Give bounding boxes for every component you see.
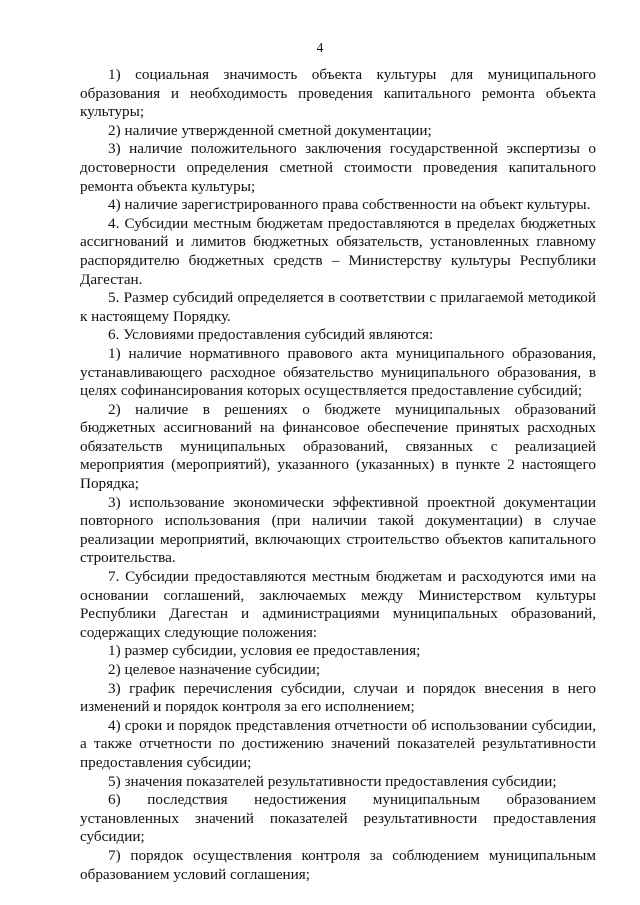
document-body [80,66,596,884]
paragraph-9: 2) наличие в решениях о бюджете муниципальных образований бюджетных ассигнований на финансовое обеспечение принятых расходных обязательств муниципальных образований, связанных с реализацией мероприятия (мероприятий), указанного (указанных) в пункте 2 настоящего Порядка; [80,400,596,493]
paragraph-3: 3) наличие положительного заключения государственной экспертизы о достоверности определения сметной стоимости проведения капитального ремонта объекта культуры; [80,140,596,195]
paragraph-4: 4) наличие зарегистрированного права собственности на объект культуры. [108,196,591,214]
paragraph-11: 7. Субсидии предоставляются местным бюджетам и расходуются ими на основании соглашений, заключаемых между Министерством культуры Республики Дагестан и администрациями муниципальных образований, содержащих следующие положения: [80,568,596,641]
paragraph-8: 1) наличие нормативного правового акта муниципального образования, устанавливающего расходное обязательство муниципального образования, в целях софинансирования которых осуществляется предоставление субсидий; [80,344,596,400]
paragraph-16: 5) значения показателей результативности предоставления субсидии; [108,772,557,790]
paragraph-18: 7) порядок осуществления контроля за соблюдением муниципальным образованием условий соглашения; [80,846,596,883]
paragraph-5: 4. Субсидии местным бюджетам предоставляются в пределах бюджетных ассигнований и лимитов бюджетных обязательств, установленных главному распорядителю бюджетных средств – Министерству культуры Республики Дагестан. [80,214,596,288]
paragraph-14: 3) график перечисления субсидии, случаи и порядок внесения в него изменений и порядок контроля за его исполнением; [80,679,596,716]
paragraph-1: 1) социальная значимость объекта культуры для муниципального образования и необходимость проведения капитального ремонта объекта культуры; [80,66,596,121]
paragraph-13: 2) целевое назначение субсидии; [108,661,321,678]
paragraph-7: 6. Условиями предоставления субсидий являются: [108,326,434,344]
paragraph-6: 5. Размер субсидий определяется в соответствии с прилагаемой методикой к настоящему Порядку. [80,289,596,325]
page-number: 4 [316,40,324,55]
paragraph-12: 1) размер субсидии, условия ее предоставления; [108,642,421,660]
paragraph-15: 4) сроки и порядок представления отчетности об использовании субсидии, а также отчетности по достижению значений показателей результативности предоставления субсидии; [80,716,596,771]
paragraph-17: 6) последствия недостижения муниципальным образованием установленных значений показателей результативности предоставления субсидии; [80,791,596,846]
paragraph-10: 3) использование экономически эффективной проектной документации повторного использования (при наличии такой документации) в случае реализации мероприятий, включающих строительство объектов капитального строительства. [80,493,596,567]
paragraph-2: 2) наличие утвержденной сметной документации; [108,121,432,139]
